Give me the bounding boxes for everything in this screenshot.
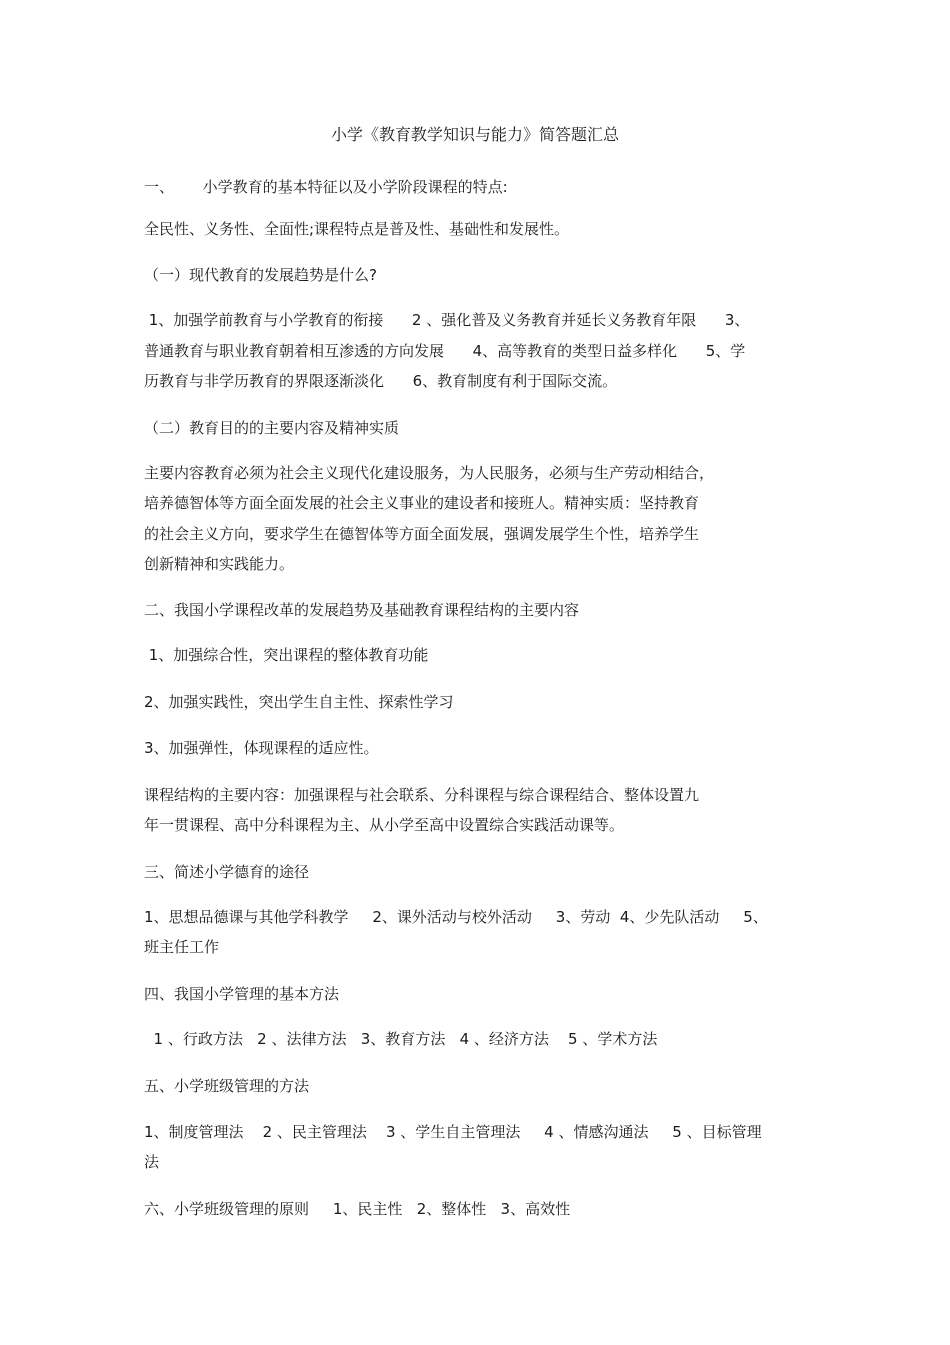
paragraph-line: 全民性、义务性、全面性;课程特点是普及性、基础性和发展性。	[144, 220, 570, 238]
section-heading-5: 五、小学班级管理的方法	[144, 1077, 310, 1095]
list-item: 2、加强实践性，突出学生自主性、探索性学习	[144, 693, 454, 711]
section-heading-1: 一、 小学教育的基本特征以及小学阶段课程的特点:	[144, 178, 508, 196]
paragraph-line: 1、思想品德课与其他学科教学 2、课外活动与校外活动 3、劳动 4、少先队活动 5、	[144, 908, 768, 926]
paragraph-line: 主要内容教育必须为社会主义现代化建设服务，为人民服务，必须与生产劳动相结合，	[144, 464, 715, 482]
section-heading-2: 二、我国小学课程改革的发展趋势及基础教育课程结构的主要内容	[144, 601, 580, 619]
paragraph-line: 创新精神和实践能力。	[144, 555, 295, 573]
section-heading-4: 四、我国小学管理的基本方法	[144, 985, 340, 1003]
paragraph-line: 1、加强学前教育与小学教育的衔接 2 、强化普及义务教育并延长义务教育年限 3、	[144, 311, 750, 329]
paragraph-line: 培养德智体等方面全面发展的社会主义事业的建设者和接班人。精神实质：坚持教育	[144, 494, 700, 512]
section-heading-3: 三、简述小学德育的途径	[144, 863, 310, 881]
paragraph-line: 1、制度管理法 2 、民主管理法 3 、学生自主管理法 4 、情感沟通法 5 、目标管理	[144, 1123, 762, 1141]
section-heading-6: 六、小学班级管理的原则 1、民主性 2、整体性 3、高效性	[144, 1200, 571, 1218]
paragraph-line: 历教育与非学历教育的界限逐渐淡化 6、教育制度有利于国际交流。	[144, 372, 618, 390]
paragraph-line: 班主任工作	[144, 938, 220, 956]
paragraph-line: 的社会主义方向，要求学生在德智体等方面全面发展，强调发展学生个性，培养学生	[144, 525, 700, 543]
list-item: 1、加强综合性，突出课程的整体教育功能	[144, 646, 429, 664]
document-title: 小学《教育教学知识与能力》简答题汇总	[330, 125, 619, 144]
paragraph-line: 年一贯课程、高中分科课程为主、从小学至高中设置综合实践活动课等。	[144, 816, 625, 834]
paragraph-line: 1 、行政方法 2 、法律方法 3、教育方法 4 、经济方法 5 、学术方法	[144, 1030, 658, 1048]
paragraph-line: 普通教育与职业教育朝着相互渗透的方向发展 4、高等教育的类型日益多样化 5、学	[144, 342, 746, 360]
list-item: 3、加强弹性，体现课程的适应性。	[144, 739, 379, 757]
paragraph-line: 课程结构的主要内容：加强课程与社会联系、分科课程与综合课程结合、整体设置九	[144, 786, 700, 804]
paragraph-line: 法	[144, 1153, 160, 1171]
subsection-heading-1: （一）现代教育的发展趋势是什么?	[144, 266, 377, 284]
subsection-heading-2: （二）教育目的的主要内容及精神实质	[144, 419, 400, 437]
